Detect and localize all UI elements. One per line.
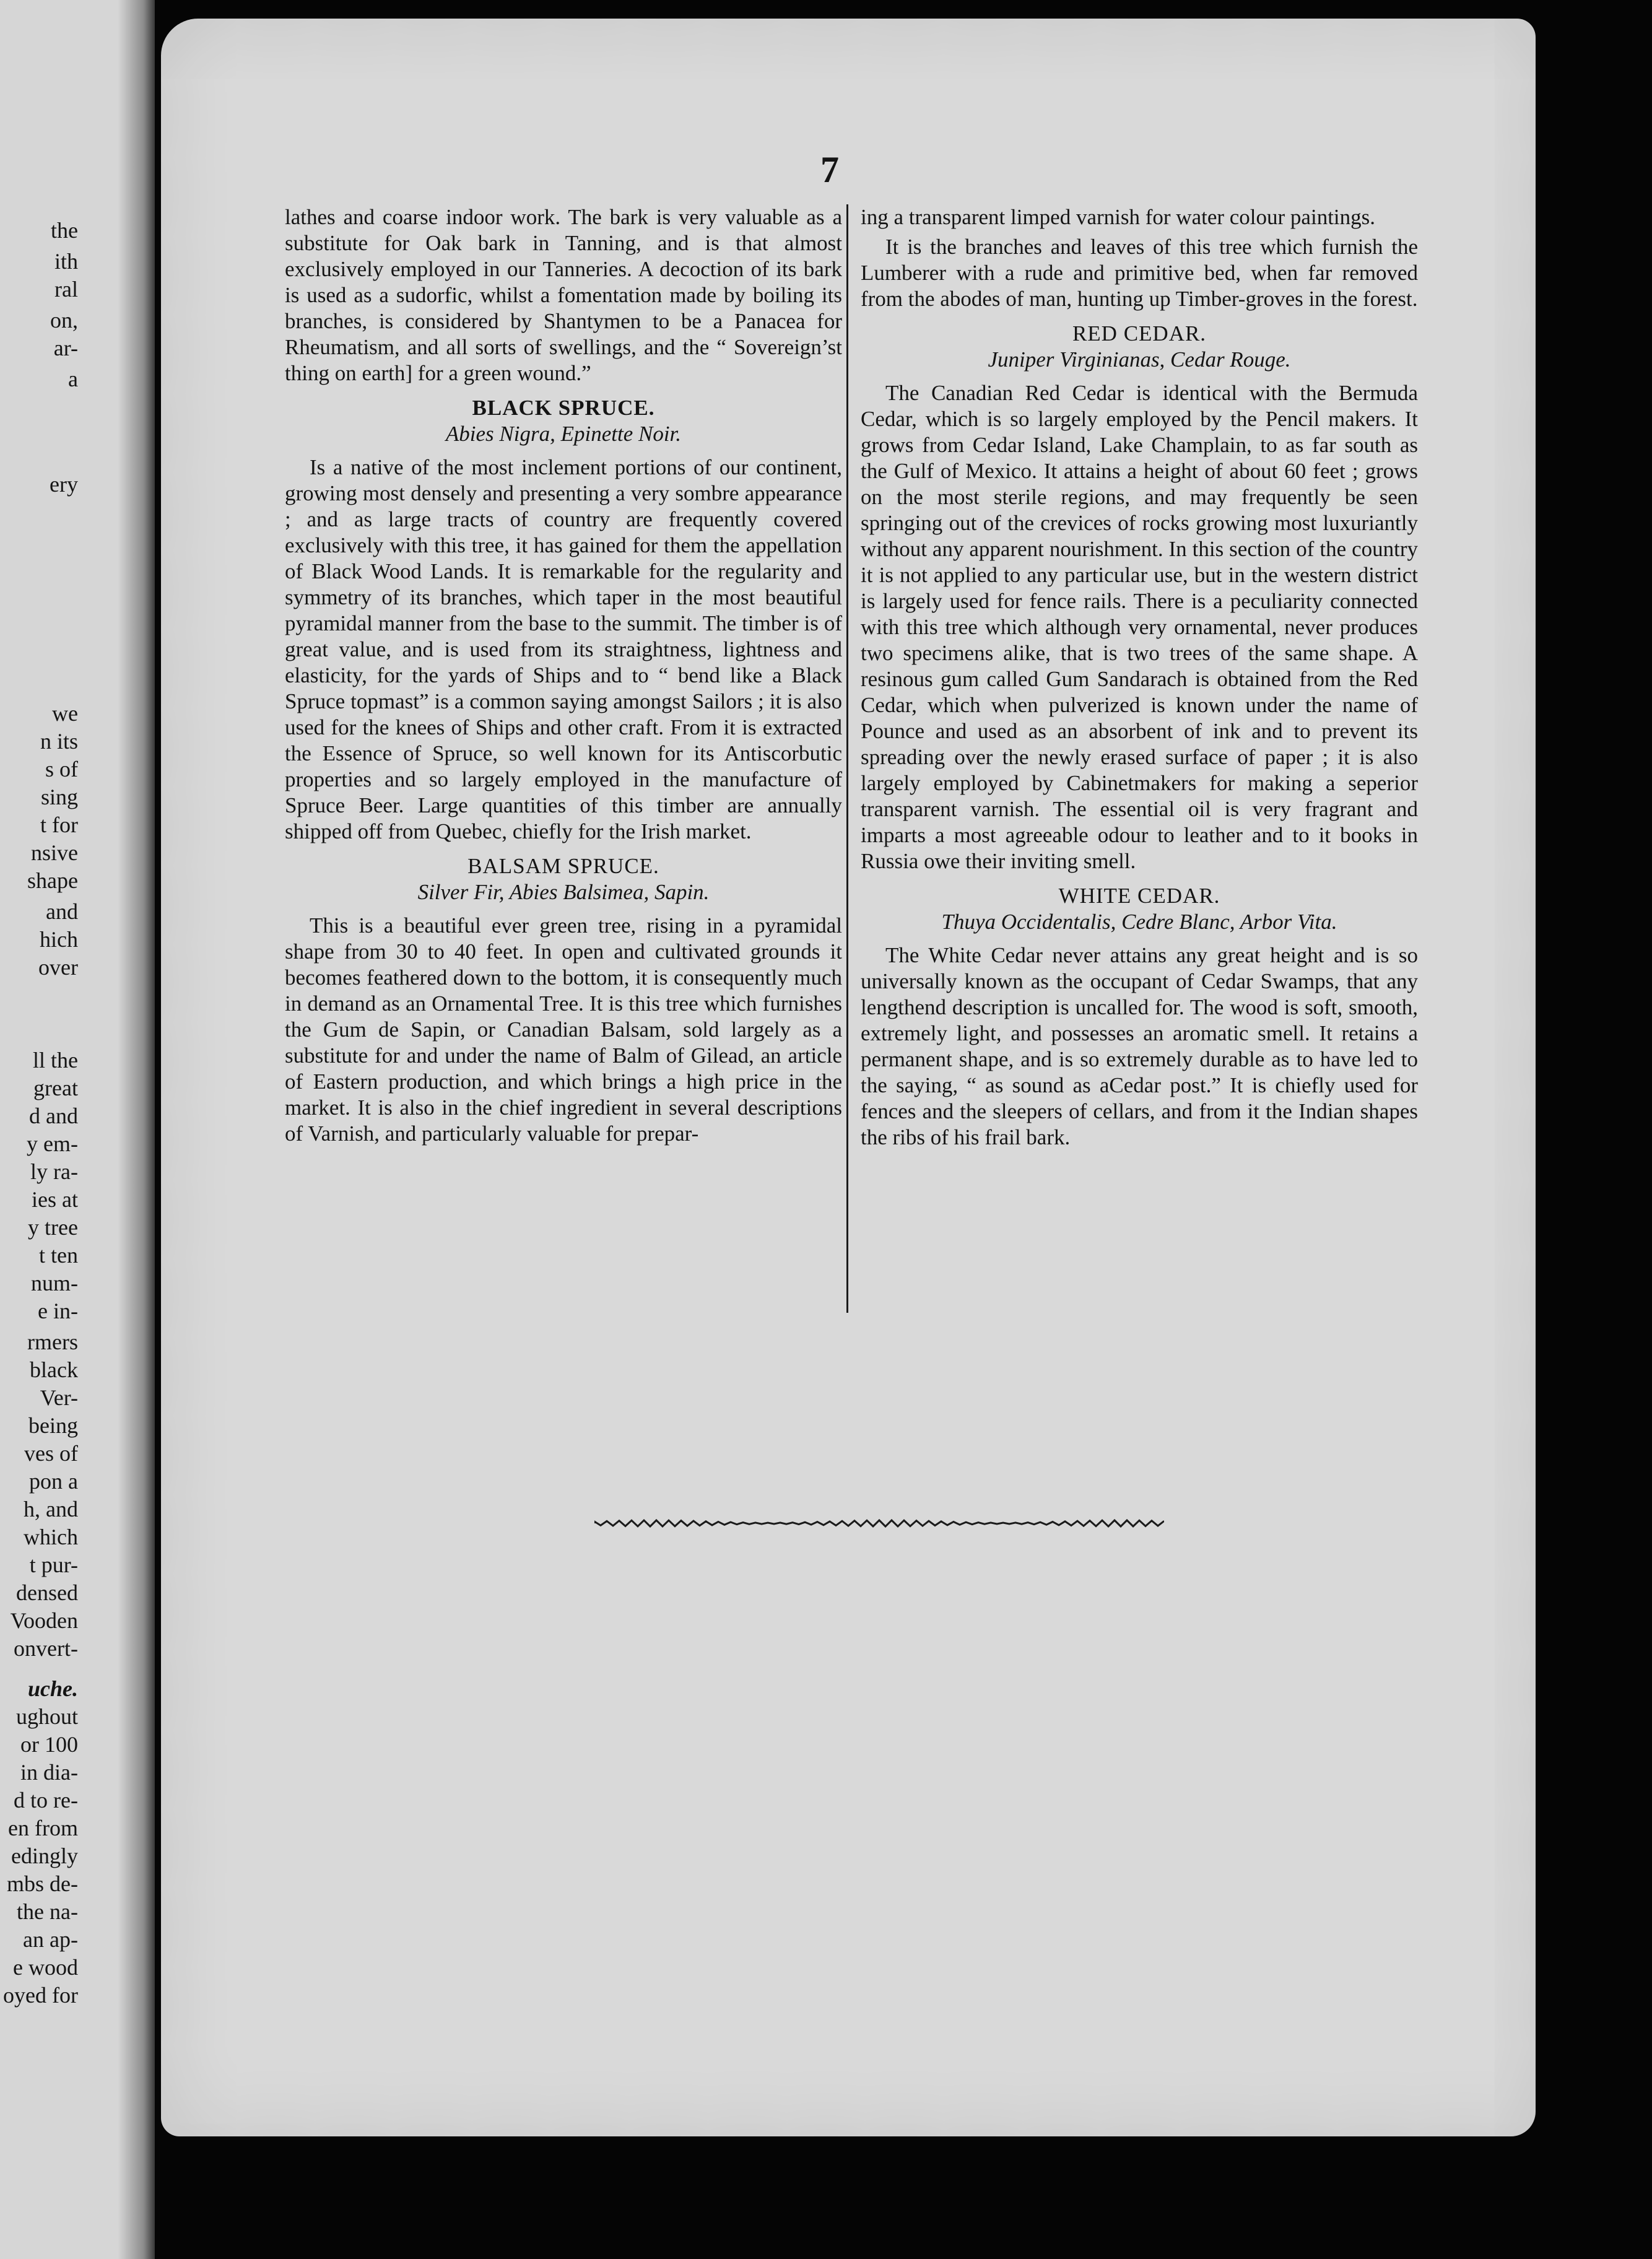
facing-page-fragment: being	[28, 1413, 78, 1438]
facing-page-fragment: oyed for	[3, 1983, 78, 2008]
facing-page-fragment: hich	[40, 927, 78, 952]
facing-page-fragment: in dia-	[20, 1760, 78, 1785]
facing-page-fragment: or 100	[20, 1732, 78, 1757]
white-cedar-heading: WHITE CEDAR.	[1058, 884, 1220, 908]
facing-page-fragment: h, and	[24, 1497, 78, 1521]
facing-page-fragment: a	[68, 367, 78, 391]
facing-page-fragment: over	[38, 955, 78, 980]
facing-page-fragment: y em-	[27, 1131, 78, 1156]
intro-paragraph: lathes and coarse indoor work. The bark is very valuable as a substitute for Oak bark in Tanning, and is that almost exclusively employed in our Tanneries. A decoction of its bark is used as a sudorfic, whilst a fomentation made by boiling its branches, is considered by Shantymen to be a Panacea for Rheumatism, and all sorts of swellings, and the “ Sovereign’st thing on earth] for a green wound.”	[285, 205, 842, 385]
facing-page-fragment: Vooden	[10, 1608, 78, 1633]
facing-page-fragment: an ap-	[23, 1927, 78, 1952]
facing-page-fragment: d and	[29, 1103, 78, 1128]
facing-page-fragment: we	[52, 701, 78, 726]
facing-page-fragment: pon a	[29, 1469, 78, 1494]
facing-page-fragment: onvert-	[14, 1636, 78, 1661]
facing-page-fragment: ith	[54, 249, 78, 274]
facing-page-fragment: ughout	[15, 1704, 78, 1729]
facing-page-fragment: black	[30, 1357, 78, 1382]
facing-page-fragment: ar-	[53, 336, 78, 360]
balsam-spruce-subheading: Silver Fir, Abies Balsimea, Sapin.	[417, 880, 710, 904]
facing-page-fragment: e in-	[38, 1299, 78, 1323]
column-divider	[846, 204, 848, 1313]
facing-page-fragment: rmers	[27, 1330, 78, 1354]
facing-page-fragment: shape	[27, 868, 78, 893]
facing-page-fragment: and	[46, 899, 78, 924]
book-gutter	[118, 0, 155, 2259]
facing-page-fragment: Ver-	[40, 1385, 78, 1410]
facing-page-fragment: ves of	[24, 1441, 78, 1466]
facing-page-fragment: mbs de-	[7, 1871, 78, 1896]
facing-page-fragment: e wood	[13, 1955, 78, 1980]
black-spruce-heading: BLACK SPRUCE.	[472, 396, 655, 420]
facing-page-fragment: t for	[40, 812, 78, 837]
facing-page-fragment: great	[33, 1076, 78, 1100]
facing-page-fragment: ral	[54, 277, 78, 302]
facing-page-fragment: nsive	[31, 840, 78, 865]
right-column	[861, 204, 1418, 1154]
continuation-paragraph: ing a transparent limped varnish for water colour paintings.	[861, 205, 1376, 229]
balsam-spruce-heading: BALSAM SPRUCE.	[467, 854, 659, 878]
left-column	[285, 204, 842, 1151]
white-cedar-body: The White Cedar never attains any great height and is so universally known as the occupant of Cedar Swamps, that any lengthend description is uncalled for. The wood is soft, smooth, extremely light, and possesses an aromatic smell. It retains a permanent shape, and is so extremely durable as to have led to the saying, “ as sound as aCedar post.” It is chiefly used for fences and the sleepers of cellars, and from it the Indian shapes the ribs of his frail bark.	[861, 943, 1418, 1149]
facing-page-fragment: the	[51, 218, 78, 243]
facing-page-fragment: n its	[40, 729, 78, 754]
lumberer-paragraph: It is the branches and leaves of this tree which furnish the Lumberer with a rude and primitive bed, when far removed from the abodes of man, hunting up Timber-groves in the forest.	[861, 235, 1418, 311]
white-cedar-subheading: Thuya Occidentalis, Cedre Blanc, Arbor Vita.	[941, 910, 1337, 934]
facing-page-fragment: ies at	[32, 1187, 78, 1212]
facing-page-fragment: the na-	[17, 1899, 78, 1924]
facing-page-fragment: s of	[45, 757, 78, 781]
facing-page-fragment: en from	[8, 1816, 78, 1840]
facing-page-fragment: ll the	[33, 1048, 78, 1073]
facing-page-fragment: num-	[31, 1271, 78, 1295]
facing-page-fragment: t pur-	[29, 1552, 78, 1577]
red-cedar-body: The Canadian Red Cedar is identical with the Bermuda Cedar, which is so largely employed by the Pencil makers. It grows from Cedar Island, Lake Champlain, to as far south as the Gulf of Mexico. It attains a height of about 60 feet ; grows on the most sterile regions, and may frequently be seen springing out of the crevices of rocks growing most luxuriantly without any apparent nourishment. In this section of the country it is not applied to any particular use, but in the western district is largely used for fence rails. There is a peculiarity connected with this tree which although very ornamental, never produces two specimens alike, that is two trees of the same shape. A resinous gum called Gum Sandarach is obtained from the Red Cedar, which when pulverized is known under the name of Pounce and used as an absorbent of ink and to prevent its spreading over the newly erased surface of paper ; it is also largely employed by Cabinetmakers for making a seperior transparent varnish. The essential oil is very fragrant and imparts a most agreeable odour to leather and to it books in Russia owe their inviting smell.	[861, 381, 1418, 873]
facing-page-edge	[0, 0, 155, 2259]
facing-page-fragment: ery	[50, 472, 78, 497]
facing-page-fragment: d to re-	[14, 1788, 78, 1813]
facing-page-fragment: uche.	[28, 1676, 78, 1701]
red-cedar-heading: RED CEDAR.	[1072, 321, 1207, 346]
facing-page-fragment: sing	[40, 785, 78, 809]
facing-page-fragment: y tree	[28, 1215, 78, 1240]
facing-page-fragment: densed	[16, 1580, 78, 1605]
facing-page-fragment: which	[24, 1525, 78, 1549]
decorative-wavy-rule	[594, 1511, 1164, 1536]
black-spruce-body: Is a native of the most inclement portions of our continent, growing most densely and presenting a very sombre appearance ; and as large tracts of country are frequently covered exclusively with this tree, it has gained for them the appellation of Black Wood Lands. It is remarkable for the regularity and symmetry of its branches, which taper in the most beautiful pyramidal manner from the base to the summit. The timber is of great value, and is used from its straightness, lightness and elasticity, for the yards of Ships and to “ bend like a Black Spruce topmast” is a common saying amongst Sailors ; it is also used for the knees of Ships and other craft. From it is extracted the Essence of Spruce, so well known for its Antiscorbutic properties and so largely employed in the manufacture of Spruce Beer. Large quantities of this timber are annually shipped off from Quebec, chiefly for the Irish market.	[285, 455, 842, 843]
black-spruce-subheading: Abies Nigra, Epinette Noir.	[445, 422, 682, 446]
facing-page-fragment: t ten	[39, 1243, 78, 1268]
facing-page-fragment: edingly	[11, 1843, 78, 1868]
red-cedar-subheading: Juniper Virginianas, Cedar Rouge.	[988, 347, 1291, 372]
facing-page-fragment: on,	[50, 308, 78, 333]
facing-page-fragment: ly ra-	[30, 1159, 78, 1184]
page-number: 7	[820, 149, 839, 190]
balsam-spruce-body: This is a beautiful ever green tree, rising in a pyramidal shape from 30 to 40 feet. In open and cultivated grounds it becomes feathered down to the bottom, it is consequently much in demand as an Ornamental Tree. It is this tree which furnishes the Gum de Sapin, or Canadian Balsam, sold largely as a substitute for and under the name of Balm of Gilead, an article of Eastern production, and which brings a high price in the market. It is also in the chief ingredient in several descriptions of Varnish, and particularly valuable for prepar-	[285, 913, 842, 1146]
